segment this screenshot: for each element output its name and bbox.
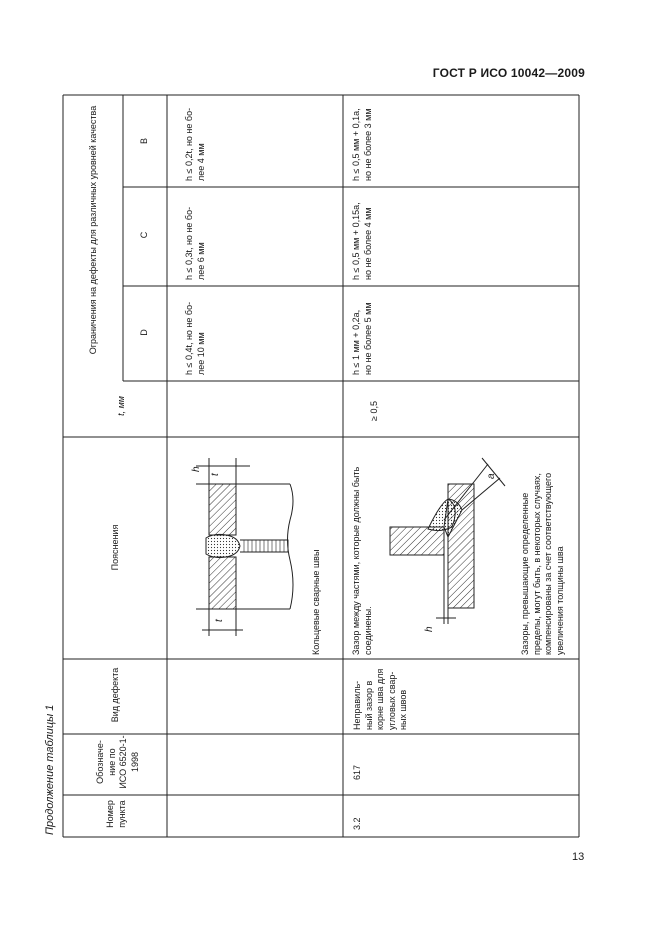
fig2-label-h: h [424, 626, 435, 632]
row2-level-d: h ≤ 1 мм + 0,2a, но не более 5 мм [351, 302, 373, 375]
page-number: 13 [572, 851, 585, 863]
row2-explanation-bottom: Зазоры, превышающие определенные пределы, могут быть, в некоторых случаях, компенсированы за счет соответствующего увеличения толщины шва [520, 472, 565, 655]
table-continuation-label: Продолжение таблицы 1 [44, 704, 56, 835]
row2-t-value: ≥ 0,5 [369, 401, 379, 421]
row1-level-b: h ≤ 0,2t, но не бо- лее 4 мм [184, 107, 206, 181]
header-defect-type: Вид дефекта [110, 667, 120, 723]
fig1-label-t-top: t [210, 473, 221, 476]
row2-defect-type: Неправиль- ный зазор в корне шва для угловых свар- ных швов [352, 668, 408, 730]
fig1-label-t-bottom: t [214, 619, 225, 622]
document-header: ГОСТ Р ИСО 10042—2009 [432, 66, 585, 80]
fig1-label-h: h [191, 466, 202, 472]
header-level-c: C [139, 231, 149, 239]
row1-level-d: h ≤ 0,4t, но не бо- лее 10 мм [184, 301, 206, 375]
row2-explanation-top: Зазор между частями, которые должны быть соединены. [351, 466, 373, 655]
header-item-no: Номер пункта [105, 800, 127, 828]
header-iso-ref: Обозначе- ние по ИСО 6520-1- 1998 [95, 735, 140, 789]
header-t-mm: t, мм [116, 396, 126, 416]
fig2-label-a: a [486, 473, 497, 479]
header-explanation: Пояснения [110, 524, 120, 571]
header-limits-title: Ограничения на дефекты для различных уровней качества [88, 105, 98, 355]
row2-level-b: h ≤ 0,5 мм + 0,1a, но не более 3 мм [351, 108, 373, 181]
row1-level-c: h ≤ 0,3t, но не бо- лее 6 мм [184, 206, 206, 280]
row2-iso-ref: 617 [352, 764, 362, 780]
row1-explanation-caption: Кольцевые сварные швы [311, 549, 321, 655]
row2-item-no: 3.2 [352, 817, 362, 830]
header-level-b: B [139, 138, 149, 145]
header-level-d: D [139, 329, 149, 336]
row2-level-c: h ≤ 0,5 мм + 0,15a, но не более 4 мм [351, 202, 373, 280]
